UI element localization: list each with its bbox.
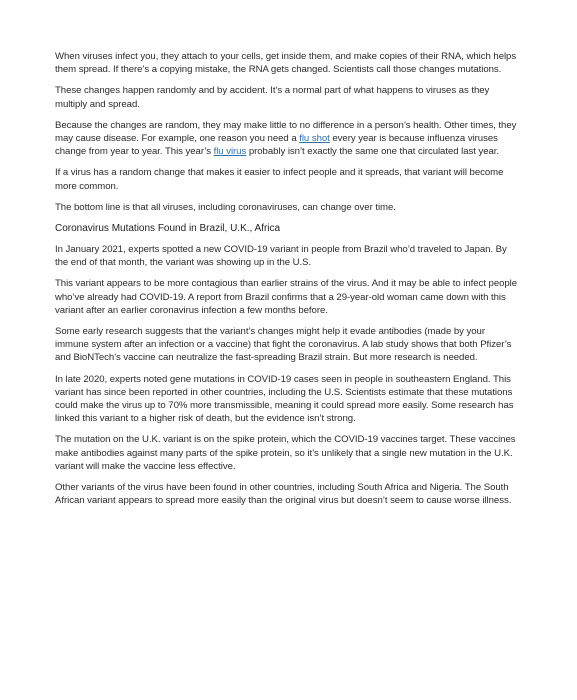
flu-shot-link[interactable]: flu shot — [299, 133, 330, 145]
intro-paragraph-3-text-a: Because the changes are random, they may make little to no difference in a person’s health. Other times, they may cause disease. For example, one reason you need a — [55, 119, 517, 145]
section-paragraph-2: This variant appears to be more contagious than earlier strains of the virus. And it may be able to infect people who’ve already had COVID-19. A report from Brazil confirms that a 29-year-old woman came down with this variant after an earlier coronavirus infection a few months before. — [55, 278, 518, 316]
intro-paragraph-5: The bottom line is that all viruses, including coronaviruses, can change over time. — [55, 201, 396, 213]
section-paragraph-6: Other variants of the virus have been found in other countries, including South Africa and Nigeria. The South African variant appears to spread more easily than the original virus but doesn’t seem to cause worse illness. — [55, 482, 512, 507]
section-paragraph-4: In late 2020, experts noted gene mutations in COVID-19 cases seen in people in southeastern England. This variant has since been reported in other countries, including the U.S. Scientists estimate that these mutations could make the virus up to 70% more transmissible, meaning it could spread more easily. Some research has linked this variant to a higher risk of death, but the evidence isn’t strong. — [55, 373, 514, 425]
section-paragraph-1: In January 2021, experts spotted a new COVID-19 variant in people from Brazil who’d traveled to Japan. By the end of that month, the variant was showing up in the U.S. — [55, 244, 507, 269]
intro-paragraph-4: If a virus has a random change that makes it easier to infect people and it spreads, that variant will become more common. — [55, 167, 504, 192]
flu-virus-link[interactable]: flu virus — [213, 146, 247, 158]
intro-paragraph-3-text-c: probably isn’t exactly the same one that circulated last year. — [246, 146, 500, 158]
section-paragraph-5: The mutation on the U.K. variant is on the spike protein, which the COVID-19 vaccines target. These vaccines make antibodies against many parts of the spike protein, so it’s unlikely that a single new mutation in the U.K. variant will make the vaccine less effective. — [55, 434, 516, 472]
section-heading: Coronavirus Mutations Found in Brazil, U.K., Africa — [55, 223, 281, 235]
section-paragraph-3: Some early research suggests that the variant’s changes might help it evade antibodies (made by your immune system after an infection or a vaccine) that fight the coronavirus. A lab study shows that both Pfizer’s and BioNTech’s vaccine can neutralize the fast-spreading Brazil strain. But more research is needed. — [55, 326, 512, 364]
intro-paragraph-2: These changes happen randomly and by accident. It’s a normal part of what happens to viruses as they multiply and spread. — [55, 85, 490, 110]
intro-paragraph-1: When viruses infect you, they attach to your cells, get inside them, and make copies of their RNA, which helps them spread. If there’s a copying mistake, the RNA gets changed. Scientists call those changes mutations. — [55, 51, 517, 76]
article-body — [55, 50, 521, 515]
intro-paragraph-3 — [55, 119, 521, 159]
intro-paragraph-3-text-b: every year is because influenza viruses change from year to year. This year’s — [55, 133, 498, 158]
